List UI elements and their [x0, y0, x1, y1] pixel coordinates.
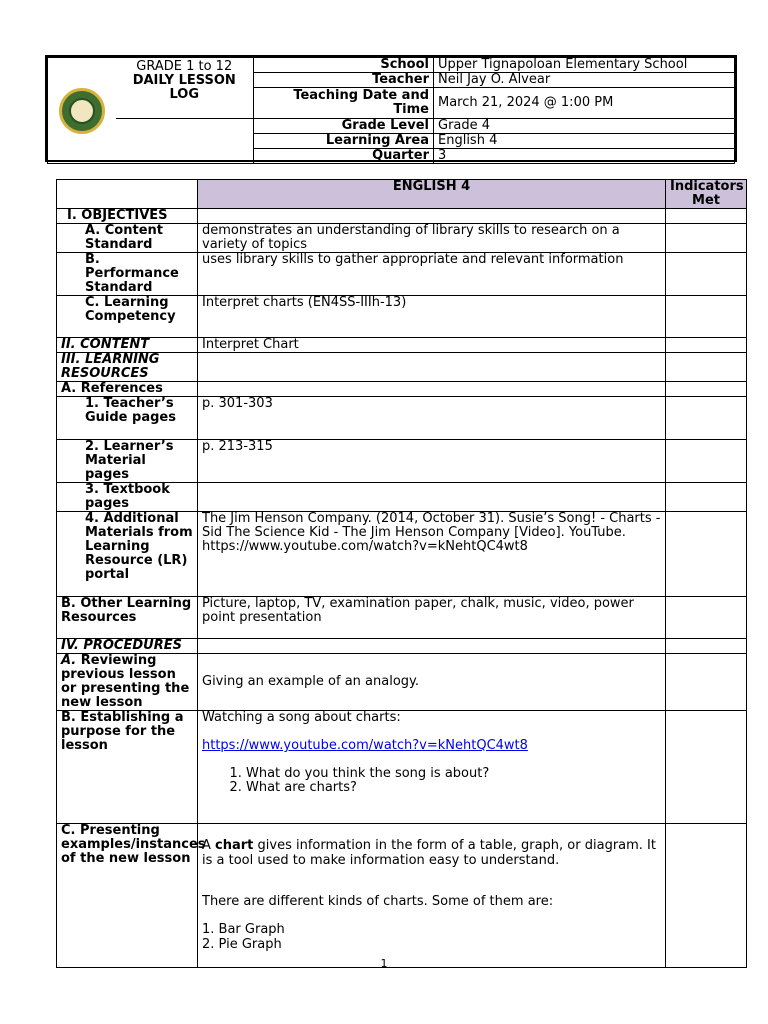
log-title	[116, 58, 254, 119]
indicator-cell	[666, 483, 747, 512]
grade-level-label: Grade Level	[254, 119, 434, 134]
other-resources-label: B. Other Learning Resources	[57, 597, 198, 639]
review-label	[57, 654, 198, 711]
resources-blank	[198, 353, 666, 382]
header-table	[45, 55, 737, 162]
resources-heading: III. LEARNING RESOURCES	[57, 353, 198, 382]
review-label-letter: A.	[61, 653, 77, 668]
purpose-intro: Watching a song about charts:	[202, 710, 401, 725]
indicator-cell	[666, 711, 747, 824]
chart-kinds-intro: There are different kinds of charts. Some of them are:	[202, 894, 554, 909]
teacher-label: Teacher	[254, 73, 434, 88]
purpose-value	[198, 711, 666, 824]
chart-definition	[202, 838, 661, 868]
chart-def-c: gives information in the form of a table, graph, or diagram. It is a tool used to make information easy to understand.	[202, 838, 656, 868]
chart-kind-1: 1. Bar Graph	[202, 922, 285, 937]
objectives-blank	[198, 209, 666, 224]
indicator-cell	[666, 512, 747, 597]
school-value: Upper Tignapoloan Elementary School	[434, 58, 735, 73]
purpose-question-2: 2. What are charts?	[246, 781, 661, 795]
teachers-guide-value: p. 301-303	[198, 397, 666, 440]
indicator-cell	[666, 253, 747, 296]
teacher-value: Neil Jay O. Alvear	[434, 73, 735, 88]
video-link[interactable]: https://www.youtube.com/watch?v=kNehtQC4wt8	[202, 738, 528, 753]
indicator-cell	[666, 224, 747, 253]
performance-standard-label: B. Performance Standard	[57, 253, 198, 296]
chart-kind-2: 2. Pie Graph	[202, 937, 282, 952]
deped-seal	[48, 58, 116, 164]
content-standard-value: demonstrates an understanding of library skills to research on a variety of topics	[198, 224, 666, 253]
title-blank	[116, 119, 254, 164]
content-heading: II. CONTENT	[57, 338, 198, 353]
corner-cell	[57, 180, 198, 209]
indicator-cell	[666, 639, 747, 654]
indicator-cell	[666, 440, 747, 483]
subject-heading: ENGLISH 4	[198, 180, 666, 209]
grade-line: GRADE 1 to 12	[136, 59, 233, 74]
competency-label: C. Learning Competency	[57, 296, 198, 338]
additional-materials-label: 4. Additional Materials from Learning Resource (LR) portal	[57, 512, 198, 597]
indicator-cell	[666, 654, 747, 711]
textbook-value	[198, 483, 666, 512]
objectives-heading: I. OBJECTIVES	[57, 209, 198, 224]
indicators-heading: Indicators Met	[666, 180, 747, 209]
indicator-cell	[666, 338, 747, 353]
page-number: 1	[380, 957, 388, 970]
presenting-label: C. Presenting examples/instances of the new lesson	[57, 824, 198, 968]
textbook-label: 3. Textbook pages	[57, 483, 198, 512]
indicator-cell	[666, 353, 747, 382]
purpose-questions	[202, 767, 661, 795]
indicator-cell	[666, 597, 747, 639]
learning-area-label: Learning Area	[254, 134, 434, 149]
review-value: Giving an example of an analogy.	[198, 654, 666, 711]
chart-def-a: A	[202, 838, 216, 853]
chart-def-term: chart	[215, 838, 254, 853]
indicator-cell	[666, 824, 747, 968]
learners-material-label: 2. Learner’s Material pages	[57, 440, 198, 483]
grade-level-value: Grade 4	[434, 119, 735, 134]
indicator-cell	[666, 296, 747, 338]
references-heading: A. References	[57, 382, 198, 397]
purpose-question-1: 1. What do you think the song is about?	[246, 767, 661, 781]
teachers-guide-label: 1. Teacher’s Guide pages	[57, 397, 198, 440]
date-time-value: March 21, 2024 @ 1:00 PM	[434, 88, 735, 119]
deped-logo-icon	[59, 88, 105, 134]
school-label: School	[254, 58, 434, 73]
references-blank	[198, 382, 666, 397]
quarter-label: Quarter	[254, 149, 434, 164]
log-title-line2: LOG	[169, 87, 200, 102]
indicator-cell	[666, 397, 747, 440]
competency-value: Interpret charts (EN4SS-IIIh-13)	[198, 296, 666, 338]
other-resources-value: Picture, laptop, TV, examination paper, chalk, music, video, power point presentation	[198, 597, 666, 639]
log-title-line1: DAILY LESSON	[132, 73, 236, 88]
review-label-text: Reviewing previous lesson or presenting the new lesson	[61, 653, 190, 710]
learning-area-value: English 4	[434, 134, 735, 149]
indicator-cell	[666, 382, 747, 397]
lesson-table	[56, 179, 747, 968]
quarter-value: 3	[434, 149, 735, 164]
content-value: Interpret Chart	[198, 338, 666, 353]
purpose-label: B. Establishing a purpose for the lesson	[57, 711, 198, 824]
procedures-heading: IV. PROCEDURES	[57, 639, 198, 654]
procedures-blank	[198, 639, 666, 654]
presenting-value	[198, 824, 666, 968]
date-time-label: Teaching Date and Time	[254, 88, 434, 119]
content-standard-label: A. Content Standard	[57, 224, 198, 253]
indicator-cell	[666, 209, 747, 224]
performance-standard-value: uses library skills to gather appropriate and relevant information	[198, 253, 666, 296]
learners-material-value: p. 213-315	[198, 440, 666, 483]
additional-materials-value: The Jim Henson Company. (2014, October 31). Susie’s Song! - Charts - Sid The Science Kid - The Jim Henson Company [Video]. YouTube. https://www.youtube.com/watch?v=kNehtQC4wt8	[198, 512, 666, 597]
